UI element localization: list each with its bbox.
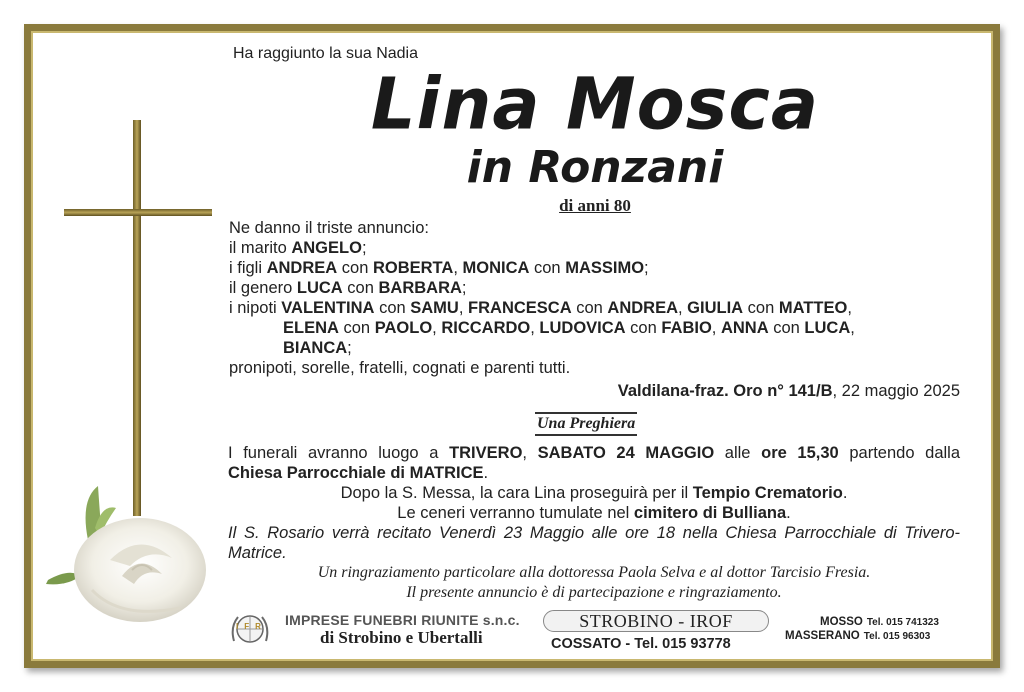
family-announcement xyxy=(229,218,969,378)
funeral-line-2: Chiesa Parrocchiale di MATRICE. xyxy=(228,464,489,482)
family-grandchildren-1: i nipoti VALENTINA con SAMU, FRANCESCA con ANDREA, GIULIA con MATTEO, xyxy=(229,299,852,317)
thanks-text xyxy=(228,563,960,603)
married-name: in Ronzani xyxy=(466,142,724,193)
rosary-text: Il S. Rosario verrà recitato Venerdì 23 Maggio alle ore 18 nella Chiesa Parrocchiale di Trivero-Matrice. xyxy=(228,524,960,562)
family-grandchildren-3: BIANCA; xyxy=(283,339,352,357)
company-name: IMPRESE FUNEBRI RIUNITE s.n.c. xyxy=(285,612,520,628)
cossato-phone: COSSATO - Tel. 015 93778 xyxy=(551,636,731,652)
age-text: di anni 80 xyxy=(559,196,631,215)
family-others: pronipoti, sorelle, fratelli, cognati e parenti tutti. xyxy=(229,359,571,377)
family-grandchildren-2: ELENA con PAOLO, RICCARDO, LUDOVICA con FABIO, ANNA con LUCA, xyxy=(283,319,855,337)
ifr-logo-letters: IFR xyxy=(236,622,267,631)
thanks-line-2: Il presente annuncio è di partecipazione e ringraziamento. xyxy=(406,584,782,601)
funeral-line-4: Le ceneri verranno tumulate nel cimitero di Bulliana. xyxy=(397,504,791,522)
funeral-line-3: Dopo la S. Messa, la cara Lina proseguirà per il Tempio Crematorio. xyxy=(340,484,848,502)
intro-text: Ha raggiunto la sua Nadia xyxy=(233,45,419,62)
family-husband: il marito ANGELO; xyxy=(229,239,367,257)
place-date: Valdilana-fraz. Oro n° 141/B, 22 maggio 2025 xyxy=(617,382,960,400)
family-son-in-law: il genero LUCA con BARBARA; xyxy=(229,279,467,297)
brand-badge: STROBINO - IROF xyxy=(543,610,769,632)
funeral-details xyxy=(228,443,960,563)
funeral-line-1: I funerali avranno luogo a TRIVERO, SABATO 24 MAGGIO alle ore 15,30 partendo dalla xyxy=(228,444,961,462)
cross-icon xyxy=(60,118,220,518)
prayer-label: Una Preghiera xyxy=(535,412,637,436)
white-rose-icon xyxy=(40,480,220,630)
masserano-phone: MASSERANO Tel. 015 96303 xyxy=(785,630,931,642)
family-children: i figli ANDREA con ROBERTA, MONICA con MASSIMO; xyxy=(229,259,649,277)
mosso-phone: MOSSO Tel. 015 741323 xyxy=(820,616,939,628)
family-heading: Ne danno il triste annuncio: xyxy=(229,219,429,237)
deceased-name: Lina Mosca xyxy=(370,62,820,146)
company-owners: di Strobino e Ubertalli xyxy=(320,628,483,647)
thanks-line-1: Un ringraziamento particolare alla dottoressa Paola Selva e al dottor Tarcisio Fresia. xyxy=(317,564,871,581)
